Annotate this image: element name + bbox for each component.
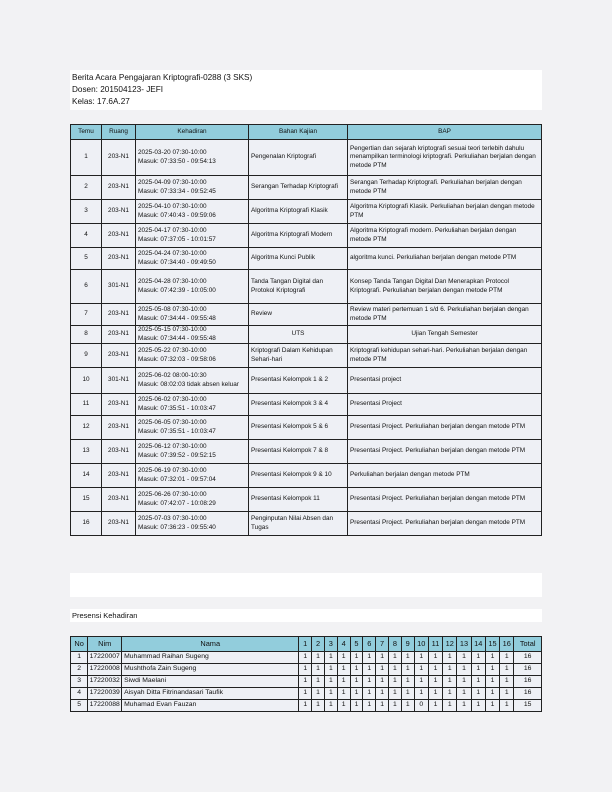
bap-cell: Konsep Tanda Tangan Digital Dan Menerapkan Protocol Kriptografi. Perkuliahan berjalan dengan metode PTM — [348, 270, 542, 304]
total-cell: 16 — [514, 652, 542, 664]
presensi-row — [71, 688, 542, 700]
kehadiran-jadwal: 2025-04-09 07:30-10:00 — [138, 178, 207, 186]
total-cell: 16 — [514, 664, 542, 676]
attendance-cell: 1 — [350, 664, 363, 676]
attendance-cell: 0 — [414, 700, 428, 712]
no-cell: 2 — [71, 664, 88, 676]
attendance-cell: 1 — [485, 688, 499, 700]
presensi-col-header: No — [71, 637, 88, 652]
bap-cell: Presentasi Project — [348, 394, 542, 416]
nim-cell: 17220032 — [88, 676, 122, 688]
no-cell: 3 — [71, 676, 88, 688]
presensi-col-header: Nama — [122, 637, 299, 652]
kehadiran-cell — [136, 488, 249, 512]
attendance-cell: 1 — [401, 700, 414, 712]
temu-cell: 9 — [71, 344, 102, 368]
attendance-cell: 1 — [337, 652, 350, 664]
nama-cell: Muhammad Raihan Sugeng — [122, 652, 299, 664]
bahan-kajian-cell: Presentasi Kelompok 1 & 2 — [249, 368, 348, 394]
total-cell: 15 — [514, 700, 542, 712]
attendance-cell: 1 — [457, 652, 471, 664]
attendance-cell: 1 — [428, 700, 442, 712]
presensi-title: Presensi Kehadiran — [70, 609, 542, 622]
attendance-cell: 1 — [363, 664, 376, 676]
temu-cell: 7 — [71, 304, 102, 326]
ruang-cell: 203-N1 — [102, 394, 136, 416]
kehadiran-masuk: Masuk: 07:33:50 - 09:54:13 — [138, 157, 216, 165]
ruang-cell: 203-N1 — [102, 176, 136, 200]
kehadiran-cell — [136, 200, 249, 224]
presensi-col-header: 16 — [500, 637, 514, 652]
no-cell: 4 — [71, 688, 88, 700]
nim-cell: 17220039 — [88, 688, 122, 700]
ruang-cell: 203-N1 — [102, 440, 136, 464]
attendance-cell: 1 — [388, 676, 401, 688]
document-title: Berita Acara Pengajaran Kriptografi-0288 (3 SKS) — [72, 73, 253, 82]
attendance-cell: 1 — [350, 688, 363, 700]
attendance-cell: 1 — [500, 676, 514, 688]
attendance-cell: 1 — [485, 664, 499, 676]
attendance-cell: 1 — [471, 676, 485, 688]
presensi-col-header: 12 — [443, 637, 457, 652]
kehadiran-masuk: Masuk: 07:34:44 - 09:55:48 — [138, 314, 216, 322]
kehadiran-jadwal: 2025-06-26 07:30-10:00 — [138, 491, 207, 499]
attendance-cell: 1 — [337, 664, 350, 676]
bap-cell: Presentasi project — [348, 368, 542, 394]
kehadiran-jadwal: 2025-03-20 07:30-10:00 — [138, 148, 207, 156]
attendance-cell: 1 — [376, 664, 389, 676]
presensi-col-header: Nim — [88, 637, 122, 652]
no-cell: 1 — [71, 652, 88, 664]
attendance-cell: 1 — [500, 652, 514, 664]
presensi-col-header: 11 — [428, 637, 442, 652]
presensi-col-header: 13 — [457, 637, 471, 652]
bap-row — [71, 394, 542, 416]
attendance-cell: 1 — [299, 676, 312, 688]
presensi-row — [71, 664, 542, 676]
presensi-col-header: 15 — [485, 637, 499, 652]
attendance-cell: 1 — [471, 700, 485, 712]
temu-cell: 13 — [71, 440, 102, 464]
kehadiran-masuk: Masuk: 07:36:23 - 09:55:40 — [138, 523, 216, 531]
presensi-col-header: 7 — [376, 637, 389, 652]
attendance-cell: 1 — [312, 688, 325, 700]
bap-row — [71, 248, 542, 270]
kehadiran-masuk: Masuk: 07:35:51 - 10:03:47 — [138, 404, 216, 412]
bap-cell: Serangan Terhadap Kriptografi. Perkuliahan berjalan dengan metode PTM — [348, 176, 542, 200]
bahan-kajian-cell: Presentasi Kelompok 7 & 8 — [249, 440, 348, 464]
attendance-cell: 1 — [350, 652, 363, 664]
bap-cell: algoritma kunci. Perkuliahan berjalan dengan metode PTM — [348, 248, 542, 270]
kehadiran-jadwal: 2025-04-17 07:30-10:00 — [138, 226, 207, 234]
nama-cell: Siwdi Maelani — [122, 676, 299, 688]
kehadiran-masuk: Masuk: 07:35:51 - 10:03:47 — [138, 427, 216, 435]
attendance-cell: 1 — [443, 676, 457, 688]
attendance-cell: 1 — [457, 664, 471, 676]
presensi-col-header: Total — [514, 637, 542, 652]
bap-row — [71, 488, 542, 512]
bap-col-header: Temu — [71, 125, 102, 140]
bap-col-header: Kehadiran — [136, 125, 249, 140]
temu-cell: 14 — [71, 464, 102, 488]
kehadiran-masuk: Masuk: 07:34:44 - 09:55:48 — [138, 334, 216, 342]
temu-cell: 8 — [71, 326, 102, 344]
bap-row — [71, 464, 542, 488]
presensi-col-header: 14 — [471, 637, 485, 652]
bap-cell: Presentasi Project. Perkuliahan berjalan dengan metode PTM — [348, 512, 542, 536]
attendance-cell: 1 — [299, 652, 312, 664]
attendance-cell: 1 — [312, 664, 325, 676]
kehadiran-cell — [136, 440, 249, 464]
bahan-kajian-cell: Pengenalan Kriptografi — [249, 140, 348, 176]
bahan-kajian-cell: Serangan Terhadap Kriptografi — [249, 176, 348, 200]
bap-cell: Perkuliahan berjalan dengan metode PTM — [348, 464, 542, 488]
attendance-cell: 1 — [376, 676, 389, 688]
bap-row — [71, 344, 542, 368]
bap-cell: Algoritma Kriptografi modern. Perkuliahan berjalan dengan metode PTM — [348, 224, 542, 248]
kehadiran-jadwal: 2025-04-28 07:30-10:00 — [138, 277, 207, 285]
bap-col-header: Bahan Kajian — [249, 125, 348, 140]
ruang-cell: 203-N1 — [102, 326, 136, 344]
attendance-cell: 1 — [414, 676, 428, 688]
kehadiran-masuk: Masuk: 07:42:07 - 10:08:29 — [138, 499, 216, 507]
bap-row — [71, 200, 542, 224]
attendance-cell: 1 — [324, 688, 337, 700]
section-spacer — [70, 573, 542, 597]
bap-cell: Presentasi Project. Perkuliahan berjalan dengan metode PTM — [348, 440, 542, 464]
bap-cell: Presentasi Project. Perkuliahan berjalan dengan metode PTM — [348, 488, 542, 512]
bahan-kajian-cell: Penginputan Nilai Absen dan Tugas — [249, 512, 348, 536]
temu-cell: 5 — [71, 248, 102, 270]
attendance-cell: 1 — [401, 664, 414, 676]
attendance-cell: 1 — [376, 700, 389, 712]
bahan-kajian-cell: Algoritma Kriptografi Klasik — [249, 200, 348, 224]
attendance-cell: 1 — [299, 700, 312, 712]
temu-cell: 4 — [71, 224, 102, 248]
presensi-col-header: 9 — [401, 637, 414, 652]
bap-row — [71, 416, 542, 440]
attendance-cell: 1 — [428, 652, 442, 664]
ruang-cell: 301-N1 — [102, 270, 136, 304]
document-header — [70, 70, 542, 110]
kehadiran-masuk: Masuk: 07:33:34 - 09:52:45 — [138, 187, 216, 195]
attendance-cell: 1 — [376, 652, 389, 664]
attendance-cell: 1 — [443, 652, 457, 664]
presensi-row — [71, 676, 542, 688]
kehadiran-masuk: Masuk: 07:40:43 - 09:59:06 — [138, 211, 216, 219]
bap-cell: Review materi pertemuan 1 s/d 6. Perkuliahan berjalan dengan metode PTM — [348, 304, 542, 326]
kehadiran-cell — [136, 270, 249, 304]
attendance-cell: 1 — [457, 700, 471, 712]
presensi-col-header: 10 — [414, 637, 428, 652]
attendance-cell: 1 — [337, 676, 350, 688]
attendance-cell: 1 — [324, 676, 337, 688]
attendance-cell: 1 — [485, 676, 499, 688]
bahan-kajian-cell: Presentasi Kelompok 5 & 6 — [249, 416, 348, 440]
attendance-cell: 1 — [388, 652, 401, 664]
attendance-cell: 1 — [443, 700, 457, 712]
temu-cell: 12 — [71, 416, 102, 440]
bap-row — [71, 176, 542, 200]
attendance-cell: 1 — [388, 664, 401, 676]
presensi-col-header: 4 — [337, 637, 350, 652]
kehadiran-cell — [136, 248, 249, 270]
bap-cell: Algoritma Kriptografi Klasik. Perkuliahan berjalan dengan metode PTM — [348, 200, 542, 224]
kehadiran-masuk: Masuk: 07:37:05 - 10:01:57 — [138, 235, 216, 243]
kehadiran-masuk: Masuk: 08:02:03 tidak absen keluar — [138, 380, 239, 388]
kehadiran-jadwal: 2025-06-05 07:30-10:00 — [138, 419, 207, 427]
bahan-kajian-cell: Tanda Tangan Digital dan Protokol Kriptografi — [249, 270, 348, 304]
ruang-cell: 203-N1 — [102, 416, 136, 440]
attendance-cell: 1 — [388, 700, 401, 712]
bap-row — [71, 368, 542, 394]
kehadiran-cell — [136, 326, 249, 344]
presensi-col-header: 2 — [312, 637, 325, 652]
attendance-cell: 1 — [471, 652, 485, 664]
attendance-cell: 1 — [324, 652, 337, 664]
ruang-cell: 203-N1 — [102, 464, 136, 488]
attendance-cell: 1 — [471, 664, 485, 676]
kehadiran-masuk: Masuk: 07:34:40 - 09:49:50 — [138, 258, 216, 266]
attendance-cell: 1 — [363, 688, 376, 700]
bap-table-header — [71, 125, 542, 140]
bahan-kajian-cell: Kriptografi Dalam Kehidupan Sehari-hari — [249, 344, 348, 368]
nama-cell: Muhamad Evan Fauzan — [122, 700, 299, 712]
attendance-cell: 1 — [428, 664, 442, 676]
attendance-cell: 1 — [471, 688, 485, 700]
attendance-cell: 1 — [388, 688, 401, 700]
attendance-cell: 1 — [500, 688, 514, 700]
attendance-cell: 1 — [312, 676, 325, 688]
ruang-cell: 203-N1 — [102, 200, 136, 224]
attendance-cell: 1 — [428, 676, 442, 688]
ruang-cell: 203-N1 — [102, 140, 136, 176]
ruang-cell: 203-N1 — [102, 224, 136, 248]
bahan-kajian-cell: Presentasi Kelompok 3 & 4 — [249, 394, 348, 416]
attendance-cell: 1 — [485, 700, 499, 712]
kehadiran-cell — [136, 394, 249, 416]
ruang-cell: 203-N1 — [102, 304, 136, 326]
bahan-kajian-cell: UTS — [249, 326, 348, 344]
temu-cell: 1 — [71, 140, 102, 176]
bahan-kajian-cell: Algoritma Kunci Publik — [249, 248, 348, 270]
temu-cell: 11 — [71, 394, 102, 416]
bap-row — [71, 440, 542, 464]
attendance-cell: 1 — [312, 652, 325, 664]
attendance-cell: 1 — [350, 700, 363, 712]
attendance-cell: 1 — [324, 700, 337, 712]
kehadiran-jadwal: 2025-06-02 07:30-10:00 — [138, 396, 207, 404]
presensi-col-header: 6 — [363, 637, 376, 652]
bahan-kajian-cell: Presentasi Kelompok 11 — [249, 488, 348, 512]
kehadiran-masuk: Masuk: 07:32:03 - 09:58:06 — [138, 355, 216, 363]
nama-cell: Mushthofa Zain Sugeng — [122, 664, 299, 676]
attendance-cell: 1 — [457, 688, 471, 700]
attendance-cell: 1 — [414, 652, 428, 664]
kehadiran-jadwal: 2025-05-15 07:30-10:00 — [138, 326, 207, 333]
temu-cell: 10 — [71, 368, 102, 394]
bap-row — [71, 512, 542, 536]
attendance-cell: 1 — [401, 688, 414, 700]
bap-row — [71, 140, 542, 176]
bap-cell: Ujian Tengah Semester — [348, 326, 542, 344]
bap-cell: Presentasi Project. Perkuliahan berjalan dengan metode PTM — [348, 416, 542, 440]
attendance-cell: 1 — [414, 664, 428, 676]
ruang-cell: 203-N1 — [102, 344, 136, 368]
no-cell: 5 — [71, 700, 88, 712]
kehadiran-jadwal: 2025-06-12 07:30-10:00 — [138, 443, 207, 451]
attendance-cell: 1 — [443, 664, 457, 676]
kehadiran-cell — [136, 368, 249, 394]
bap-row — [71, 326, 542, 344]
bap-row — [71, 304, 542, 326]
kehadiran-jadwal: 2025-06-19 07:30-10:00 — [138, 467, 207, 475]
ruang-cell: 203-N1 — [102, 248, 136, 270]
kelas-label: Kelas: 17.6A.27 — [72, 97, 130, 106]
attendance-cell: 1 — [401, 652, 414, 664]
kehadiran-cell — [136, 176, 249, 200]
kehadiran-cell — [136, 140, 249, 176]
attendance-cell: 1 — [363, 652, 376, 664]
presensi-col-header: 5 — [350, 637, 363, 652]
kehadiran-masuk: Masuk: 07:42:39 - 10:05:00 — [138, 286, 216, 294]
dosen-label: Dosen: 201504123- JEFI — [72, 85, 164, 94]
bap-col-header: BAP — [348, 125, 542, 140]
attendance-cell: 1 — [312, 700, 325, 712]
presensi-col-header: 1 — [299, 637, 312, 652]
nim-cell: 17220088 — [88, 700, 122, 712]
nim-cell: 17220008 — [88, 664, 122, 676]
attendance-cell: 1 — [299, 688, 312, 700]
kehadiran-jadwal: 2025-05-08 07:30-10:00 — [138, 305, 207, 313]
attendance-cell: 1 — [337, 688, 350, 700]
bap-row — [71, 224, 542, 248]
kehadiran-cell — [136, 512, 249, 536]
bap-row — [71, 270, 542, 304]
ruang-cell: 301-N1 — [102, 368, 136, 394]
bap-col-header: Ruang — [102, 125, 136, 140]
bahan-kajian-cell: Review — [249, 304, 348, 326]
attendance-cell: 1 — [414, 688, 428, 700]
temu-cell: 6 — [71, 270, 102, 304]
bap-cell: Kriptografi kehidupan sehari-hari. Perkuliahan berjalan dengan metode PTM — [348, 344, 542, 368]
bap-cell: Pengertian dan sejarah kriptografi sesuai teori terlebih dahulu menampilkan terminologi kriptografi. Perkuliahan berjalan dengan metode PTM — [348, 140, 542, 176]
kehadiran-masuk: Masuk: 07:32:01 - 09:57:04 — [138, 475, 216, 483]
kehadiran-jadwal: 2025-04-24 07:30-10:00 — [138, 249, 207, 257]
attendance-cell: 1 — [376, 688, 389, 700]
attendance-cell: 1 — [299, 664, 312, 676]
bahan-kajian-cell: Algoritma Kriptografi Modern — [249, 224, 348, 248]
attendance-cell: 1 — [485, 652, 499, 664]
presensi-row — [71, 700, 542, 712]
total-cell: 16 — [514, 676, 542, 688]
kehadiran-jadwal: 2025-06-02 08:00-10:30 — [138, 372, 207, 380]
presensi-table-header — [71, 637, 542, 652]
bahan-kajian-cell: Presentasi Kelompok 9 & 10 — [249, 464, 348, 488]
kehadiran-cell — [136, 416, 249, 440]
presensi-col-header: 8 — [388, 637, 401, 652]
kehadiran-jadwal: 2025-04-10 07:30-10:00 — [138, 202, 207, 210]
kehadiran-jadwal: 2025-05-22 07:30-10:00 — [138, 347, 207, 355]
bap-table — [70, 124, 542, 536]
nim-cell: 17220007 — [88, 652, 122, 664]
attendance-cell: 1 — [457, 676, 471, 688]
temu-cell: 15 — [71, 488, 102, 512]
presensi-row — [71, 652, 542, 664]
attendance-cell: 1 — [337, 700, 350, 712]
temu-cell: 2 — [71, 176, 102, 200]
ruang-cell: 203-N1 — [102, 512, 136, 536]
attendance-cell: 1 — [401, 676, 414, 688]
attendance-cell: 1 — [363, 676, 376, 688]
kehadiran-cell — [136, 304, 249, 326]
kehadiran-cell — [136, 224, 249, 248]
kehadiran-cell — [136, 344, 249, 368]
temu-cell: 16 — [71, 512, 102, 536]
kehadiran-masuk: Masuk: 07:39:52 - 09:52:15 — [138, 451, 216, 459]
attendance-cell: 1 — [443, 688, 457, 700]
attendance-cell: 1 — [428, 688, 442, 700]
presensi-col-header: 3 — [324, 637, 337, 652]
ruang-cell: 203-N1 — [102, 488, 136, 512]
kehadiran-jadwal: 2025-07-03 07:30-10:00 — [138, 515, 207, 523]
attendance-cell: 1 — [350, 676, 363, 688]
total-cell: 16 — [514, 688, 542, 700]
temu-cell: 3 — [71, 200, 102, 224]
attendance-cell: 1 — [363, 700, 376, 712]
attendance-cell: 1 — [500, 664, 514, 676]
nama-cell: Aisyah Ditta Fitrinandasari Taufik — [122, 688, 299, 700]
presensi-table — [70, 636, 542, 712]
attendance-cell: 1 — [500, 700, 514, 712]
kehadiran-cell — [136, 464, 249, 488]
attendance-cell: 1 — [324, 664, 337, 676]
